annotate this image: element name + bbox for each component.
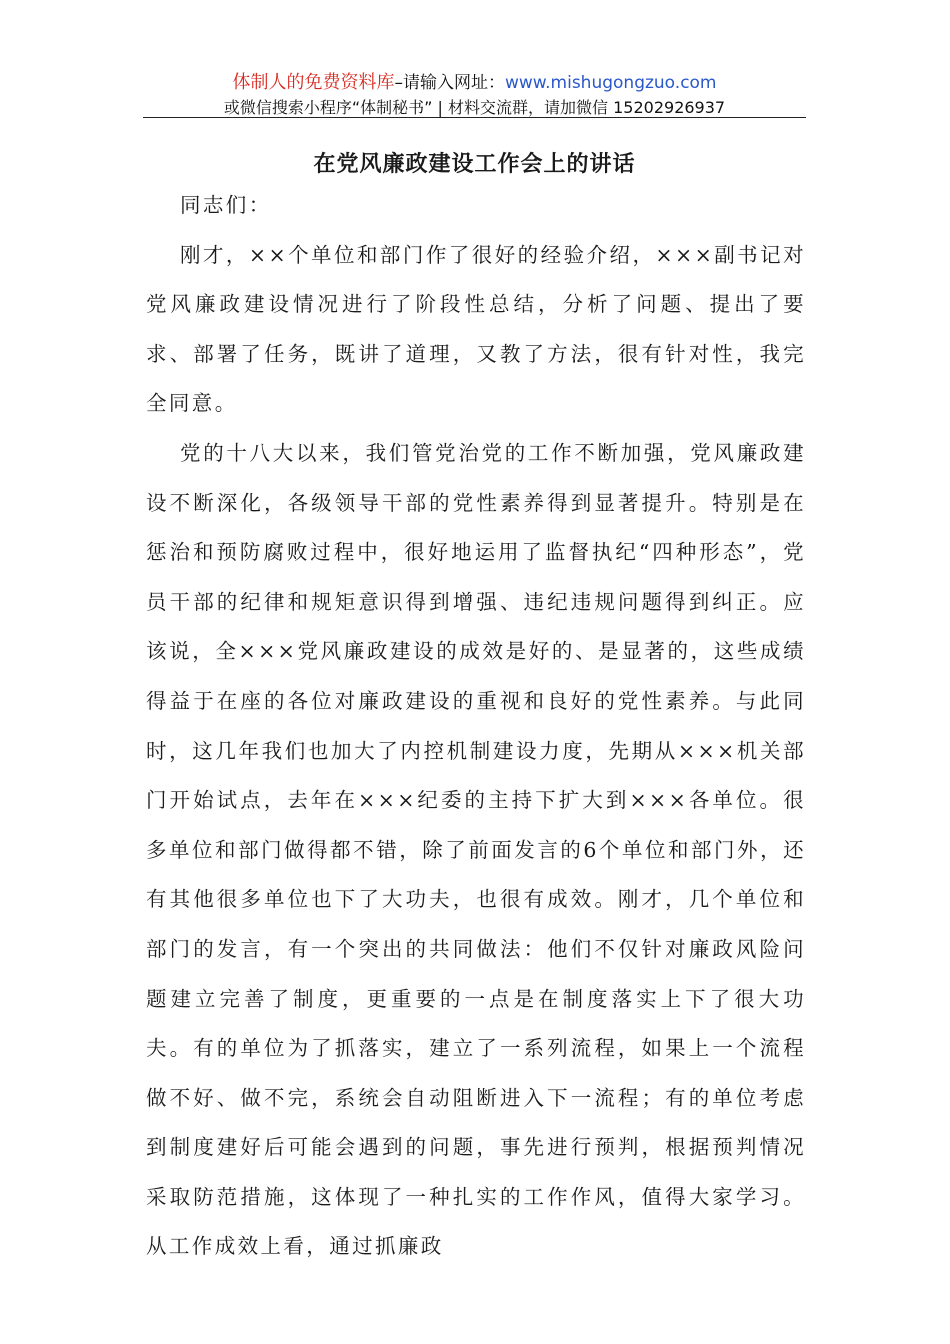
website-link[interactable]: www.mishugongzuo.com [504,73,717,93]
brand-name: 体制人的免费资料库 [232,72,395,93]
document-body [146,181,806,1272]
body-paragraph: 刚才，××个单位和部门作了很好的经验介绍，×××副书记对党风廉政建设情况进行了阶段性总结，分析了问题、提出了要求、部署了任务，既讲了道理，又教了方法，很有针对性，我完全同意。 [146,242,806,416]
page-header [143,70,806,120]
header-contact-line: 或微信搜索小程序“体制秘书” | 材料交流群，请加微信 15202926937 [223,98,726,117]
document-title: 在党风廉政建设工作会上的讲话 [313,151,636,177]
header-divider [143,117,806,118]
url-prompt: –请输入网址： [394,73,505,93]
salutation: 同志们： [180,193,272,217]
header-promo-line [143,70,806,96]
body-paragraph: 党的十八大以来，我们管党治党的工作不断加强，党风廉政建设不断深化，各级领导干部的党性素养得到显著提升。特别是在惩治和预防腐败过程中，很好地运用了监督执纪“四种形态”，党员干部的纪律和规矩意识得到增强、违纪违规问题得到纠正。应该说，全×××党风廉政建设的成效是好的、是显著的，这些成绩得益于在座的各位对廉政建设的重视和良好的党性素养。与此同时，这几年我们也加大了内控机制建设力度，先期从×××机关部门开始试点，去年在×××纪委的主持下扩大到×××各单位。很多单位和部门做得都不错，除了前面发言的6个单位和部门外，还有其他很多单位也下了大功夫，也很有成效。刚才，几个单位和部门的发言，有一个突出的共同做法：他们不仅针对廉政风险问题建立完善了制度，更重要的一点是在制度落实上下了很大功夫。有的单位为了抓落实，建立了一系列流程，如果上一个流程做不好、做不完，系统会自动阻断进入下一流程；有的单位考虑到制度建好后可能会遇到的问题，事先进行预判，根据预判情况采取防范措施，这体现了一种扎实的工作作风，值得大家学习。从工作成效上看，通过抓廉政 [146,440,806,1259]
